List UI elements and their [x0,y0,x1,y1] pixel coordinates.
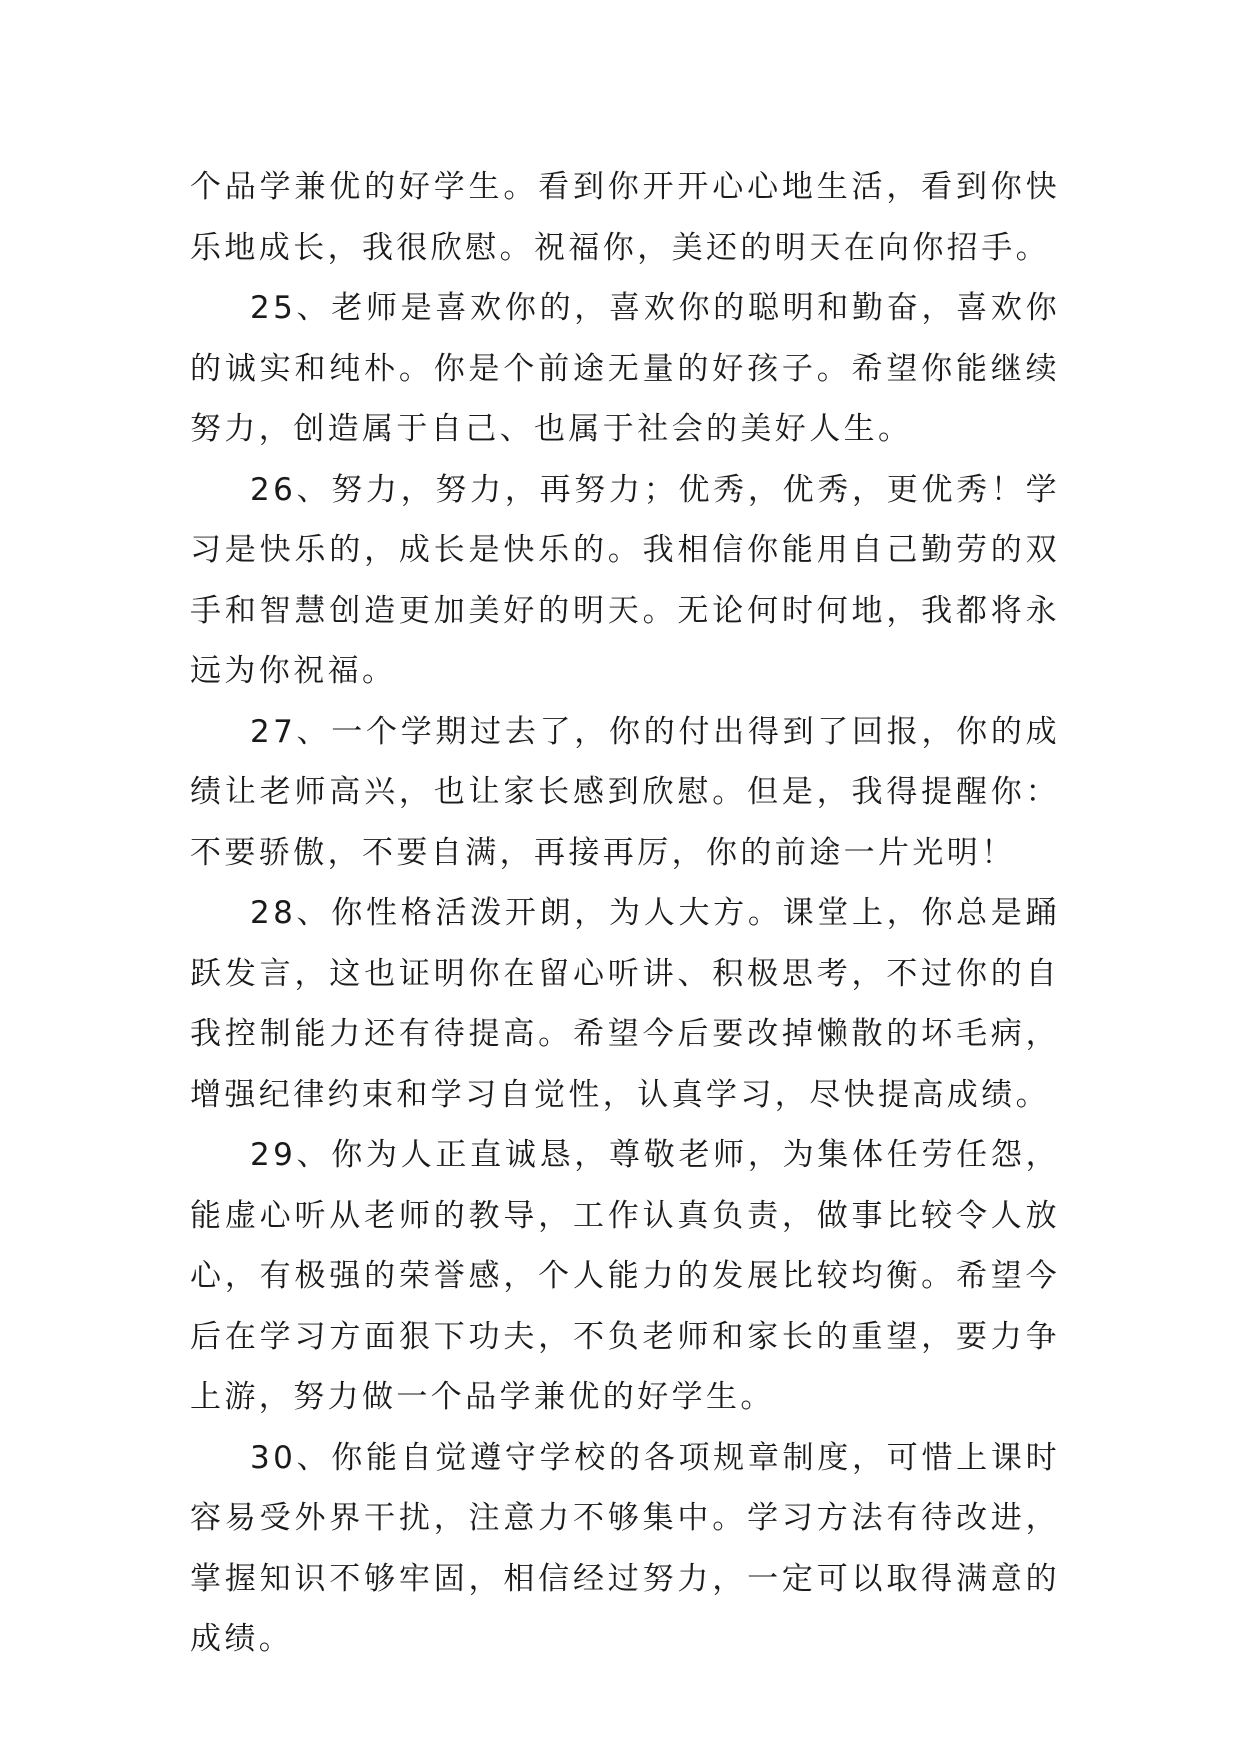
paragraph-continued-24: 个品学兼优的好学生。看到你开开心心地生活，看到你快乐地成长，我很欣慰。祝福你，美还的明天在向你招手。 [190,169,1060,266]
document-body [190,157,1060,1670]
paragraph-29: 29、你为人正直诚恳，尊敬老师，为集体任劳任怨，能虚心听从老师的教导，工作认真负责，做事比较令人放心，有极强的荣誉感，个人能力的发展比较均衡。希望今后在学习方面狠下功夫，不负老师和家长的重望，要力争上游，努力做一个品学兼优的好学生。 [190,1137,1060,1415]
paragraph-27: 27、一个学期过去了，你的付出得到了回报，你的成绩让老师高兴，也让家长感到欣慰。但是，我得提醒你：不要骄傲，不要自满，再接再厉，你的前途一片光明！ [190,713,1060,871]
paragraph-26: 26、努力，努力，再努力；优秀，优秀，更优秀！学习是快乐的，成长是快乐的。我相信你能用自己勤劳的双手和智慧创造更加美好的明天。无论何时何地，我都将永远为你祝福。 [190,471,1060,689]
paragraph-25: 25、老师是喜欢你的，喜欢你的聪明和勤奋，喜欢你的诚实和纯朴。你是个前途无量的好孩子。希望你能继续努力，创造属于自己、也属于社会的美好人生。 [190,290,1060,447]
paragraph-28: 28、你性格活泼开朗，为人大方。课堂上，你总是踊跃发言，这也证明你在留心听讲、积极思考，不过你的自我控制能力还有待提高。希望今后要改掉懒散的坏毛病，增强纪律约束和学习自觉性，认真学习，尽快提高成绩。 [190,895,1060,1113]
paragraph-30: 30、你能自觉遵守学校的各项规章制度，可惜上课时容易受外界干扰，注意力不够集中。学习方法有待改进，掌握知识不够牢固，相信经过努力，一定可以取得满意的成绩。 [190,1439,1060,1657]
